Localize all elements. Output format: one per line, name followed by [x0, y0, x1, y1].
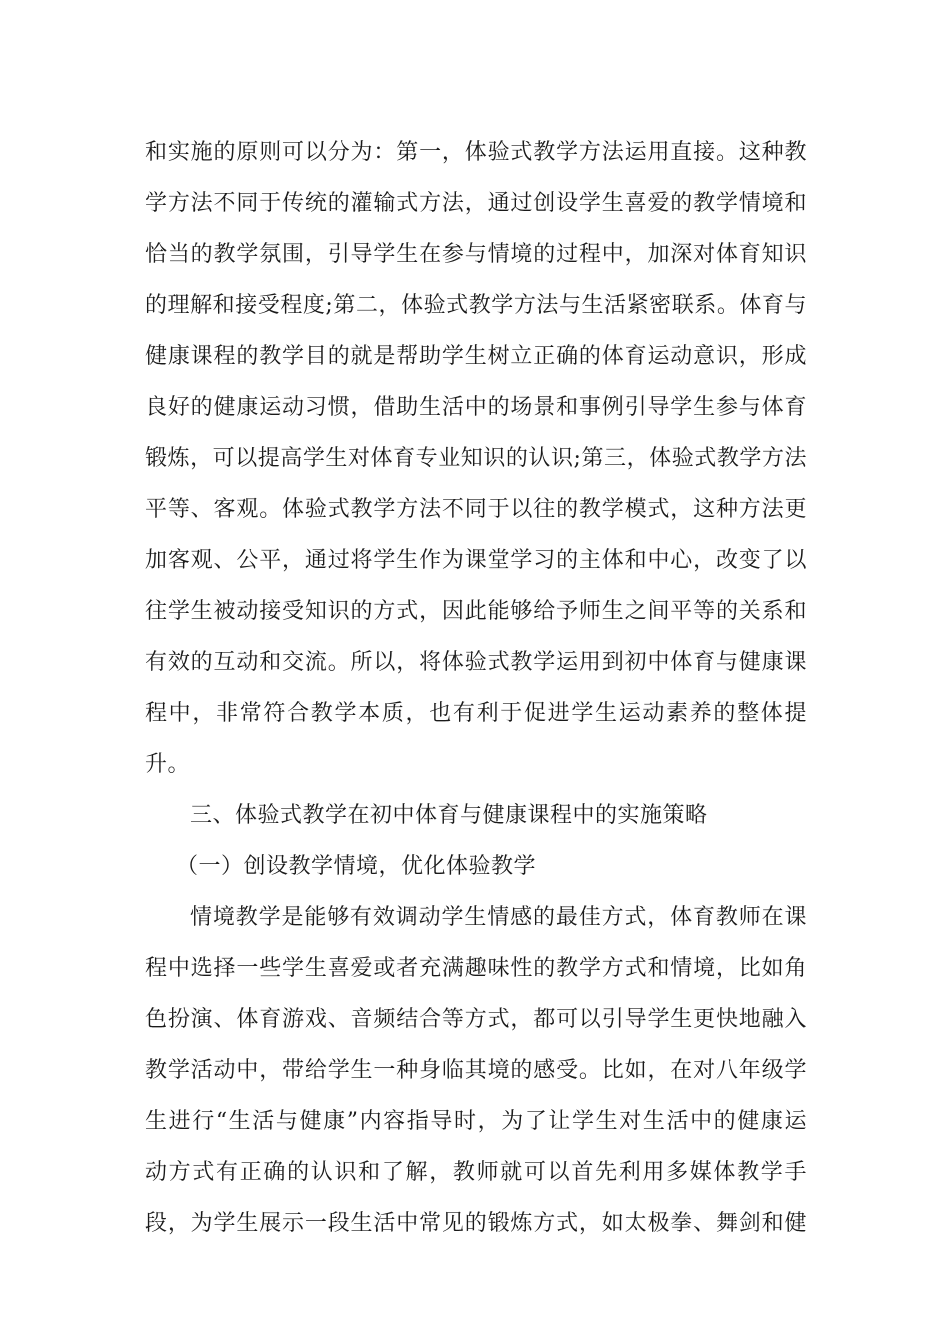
- paragraph-line: 有效的互动和交流。所以，将体验式教学运用到初中体育与健康课: [145, 650, 807, 675]
- paragraph-line: 情境教学是能够有效调动学生情感的最佳方式，体育教师在课: [190, 905, 807, 930]
- paragraph-line: 恰当的教学氛围，引导学生在参与情境的过程中，加深对体育知识: [145, 242, 807, 267]
- paragraph-line: 程中，非常符合教学本质，也有利于促进学生运动素养的整体提: [145, 701, 807, 726]
- paragraph-line: 良好的健康运动习惯，借助生活中的场景和事例引导学生参与体育: [145, 395, 807, 420]
- paragraph-line: 健康课程的教学目的就是帮助学生树立正确的体育运动意识，形成: [145, 344, 807, 369]
- paragraph-line: 锻炼，可以提高学生对体育专业知识的认识;第三，体验式教学方法: [145, 446, 807, 471]
- paragraph-line: 段，为学生展示一段生活中常见的锻炼方式，如太极拳、舞剑和健: [145, 1211, 807, 1236]
- paragraph-line: 学方法不同于传统的灌输式方法，通过创设学生喜爱的教学情境和: [145, 191, 807, 216]
- paragraph-line: 动方式有正确的认识和了解，教师就可以首先利用多媒体教学手: [145, 1160, 807, 1185]
- paragraph-line: 的理解和接受程度;第二，体验式教学方法与生活紧密联系。体育与: [145, 293, 807, 318]
- paragraph-line: 平等、客观。体验式教学方法不同于以往的教学模式，这种方法更: [145, 497, 807, 522]
- paragraph-line: 和实施的原则可以分为：第一，体验式教学方法运用直接。这种教: [145, 140, 807, 165]
- subsection-heading: （一）创设教学情境，优化体验教学: [176, 854, 537, 879]
- paragraph-line: 升。: [145, 752, 191, 777]
- paragraph-line: 教学活动中，带给学生一种身临其境的感受。比如，在对八年级学: [145, 1058, 807, 1083]
- paragraph-line: 色扮演、体育游戏、音频结合等方式，都可以引导学生更快地融入: [145, 1007, 807, 1032]
- paragraph-line: 生进行“生活与健康”内容指导时，为了让学生对生活中的健康运: [145, 1109, 807, 1134]
- section-heading: 三、体验式教学在初中体育与健康课程中的实施策略: [190, 803, 708, 828]
- paragraph-line: 程中选择一些学生喜爱或者充满趣味性的教学方式和情境，比如角: [145, 956, 807, 981]
- paragraph-line: 加客观、公平，通过将学生作为课堂学习的主体和中心，改变了以: [145, 548, 807, 573]
- paragraph-line: 往学生被动接受知识的方式，因此能够给予师生之间平等的关系和: [145, 599, 807, 624]
